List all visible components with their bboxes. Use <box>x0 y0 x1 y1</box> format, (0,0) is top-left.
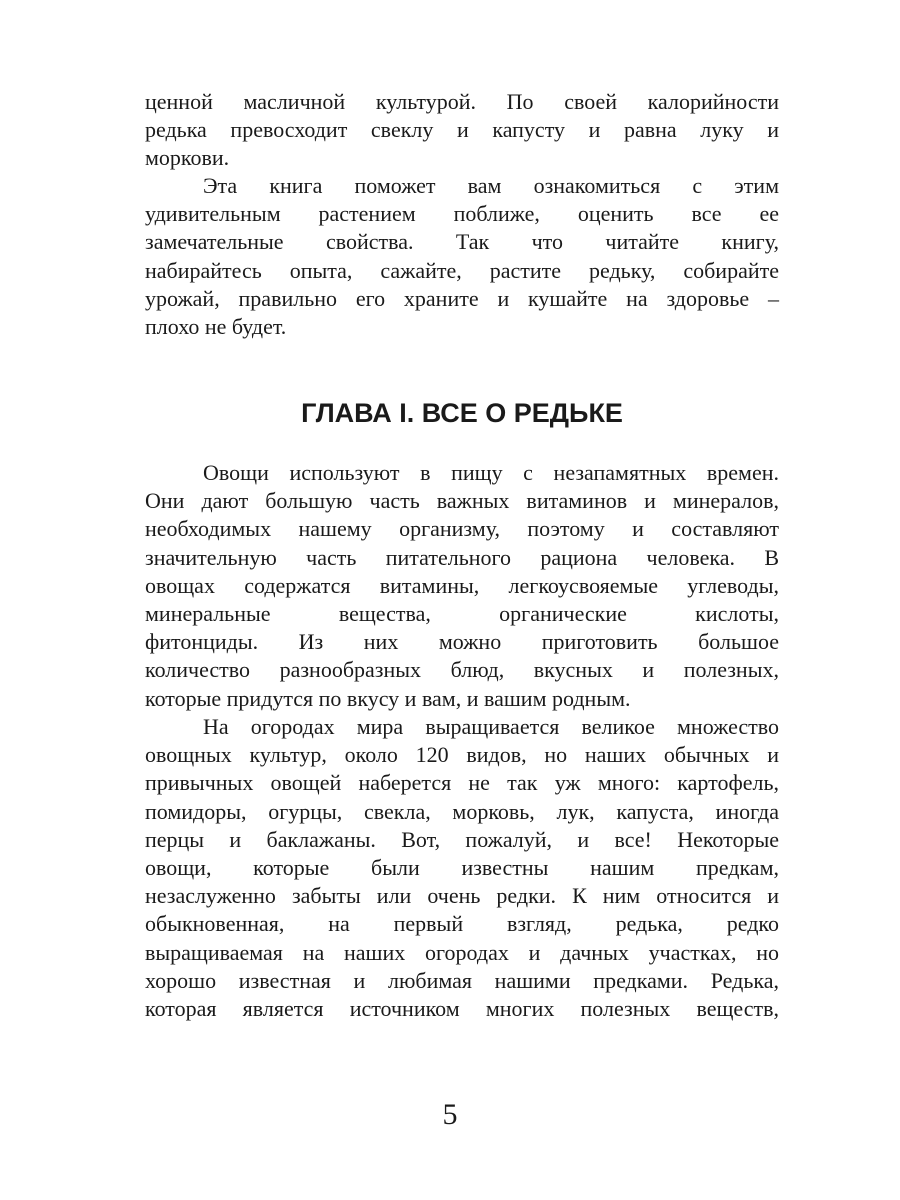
text-line: количество разнообразных блюд, вкусных и полезных, <box>145 657 779 683</box>
text-line: плохо не будет. <box>145 314 287 340</box>
text-line: редька превосходит свеклу и капусту и равна луку и <box>145 117 779 143</box>
text-line: которая является источником многих полезных веществ, <box>145 996 779 1022</box>
text-line: хорошо известная и любимая нашими предками. Редька, <box>145 967 779 993</box>
text-line: Овощи используют в пищу с незапамятных времен. <box>203 460 779 485</box>
text-line: замечательные свойства. Так что читайте книгу, <box>145 229 779 255</box>
text-line: которые придутся по вкусу и вам, и вашим родным. <box>145 685 631 711</box>
text-line: овощных культур, около 120 видов, но наших обычных и <box>145 742 779 768</box>
text-line: выращиваемая на наших огородах и дачных участках, но <box>145 939 779 965</box>
text-line: удивительным растением поближе, оценить все ее <box>145 201 779 227</box>
text-line: необходимых нашему организму, поэтому и составляют <box>145 516 779 542</box>
text-line: перцы и баклажаны. Вот, пожалуй, и все! Некоторые <box>145 826 779 852</box>
text-line: На огородах мира выращивается великое множество <box>203 714 779 739</box>
text-line: овощи, которые были известны нашим предкам, <box>145 855 779 881</box>
text-line: Они дают большую часть важных витаминов и минералов, <box>145 488 779 514</box>
chapter-heading: ГЛАВА I. ВСЕ О РЕДЬКЕ <box>301 398 623 428</box>
text-line: ценной масличной культурой. По своей калорийности <box>145 89 779 114</box>
text-line: обыкновенная, на первый взгляд, редька, редко <box>145 911 779 937</box>
text-line: фитонциды. Из них можно приготовить большое <box>145 629 779 655</box>
text-line: привычных овощей наберется не так уж много: картофель, <box>145 770 779 796</box>
text-line: моркови. <box>145 145 230 171</box>
paragraph-vegetable-cultures <box>145 713 779 1023</box>
text-line: набирайтесь опыта, сажайте, растите редьку, собирайте <box>145 257 779 283</box>
text-line: урожай, правильно его храните и кушайте на здоровье – <box>145 285 779 311</box>
text-line: значительную часть питательного рациона человека. В <box>145 544 779 570</box>
text-line: Эта книга поможет вам ознакомиться с этим <box>203 173 779 198</box>
page-number: 5 <box>442 1098 458 1131</box>
text-line: помидоры, огурцы, свекла, морковь, лук, капуста, иногда <box>145 798 779 824</box>
paragraph-vegetables-intro <box>145 459 779 713</box>
text-line: овощах содержатся витамины, легкоусвояемые углеводы, <box>145 572 779 598</box>
paragraph-book-purpose <box>145 172 779 341</box>
text-line: минеральные вещества, органические кислоты, <box>145 601 779 627</box>
text-line: незаслуженно забыты или очень редки. К ним относится и <box>145 883 779 909</box>
paragraph-intro-end <box>145 88 779 173</box>
